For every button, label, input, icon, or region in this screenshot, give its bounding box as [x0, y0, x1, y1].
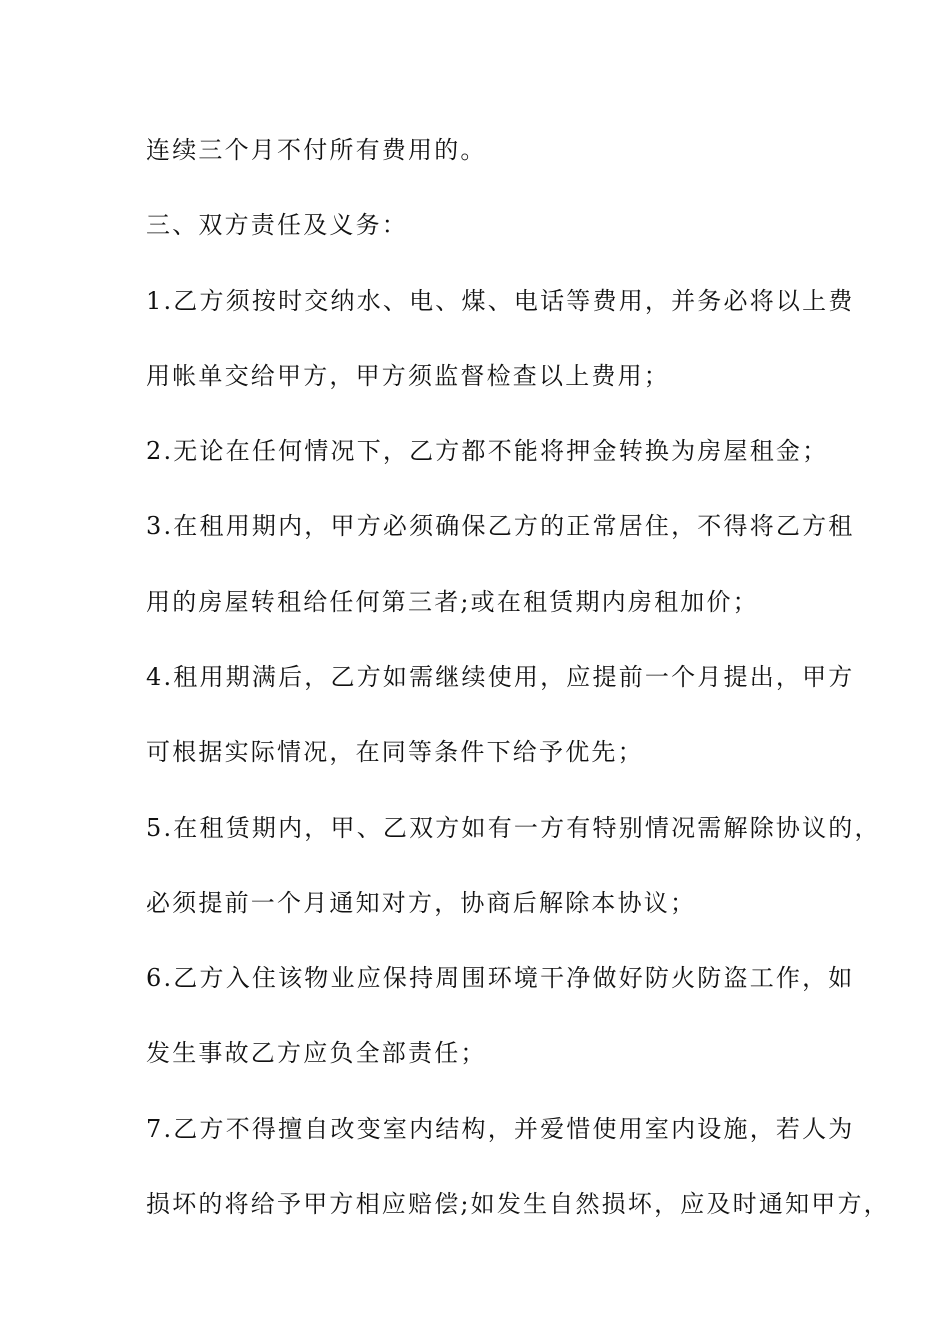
text-line-4: 用帐单交给甲方，甲方须监督检查以上费用；	[146, 362, 670, 390]
section-heading: 三、双方责任及义务：	[146, 211, 408, 239]
text-line-9: 可根据实际情况，在同等条件下给予优先；	[146, 738, 644, 766]
text-line-10: 5.在租赁期内，甲、乙双方如有一方有特别情况需解除协议的，	[146, 814, 881, 842]
text-line-3: 1.乙方须按时交纳水、电、煤、电话等费用，并务必将以上费	[146, 287, 855, 315]
text-line-6: 3.在租用期内，甲方必须确保乙方的正常居住，不得将乙方租	[146, 512, 855, 540]
text-line-12: 6.乙方入住该物业应保持周围环境干净做好防火防盗工作，如	[146, 964, 855, 992]
text-line-11: 必须提前一个月通知对方，协商后解除本协议；	[146, 889, 697, 917]
text-line-1: 连续三个月不付所有费用的。	[146, 136, 487, 164]
text-line-5: 2.无论在任何情况下，乙方都不能将押金转换为房屋租金；	[146, 437, 829, 465]
text-line-15: 损坏的将给予甲方相应赔偿;如发生自然损坏，应及时通知甲方，	[146, 1190, 890, 1218]
text-line-14: 7.乙方不得擅自改变室内结构，并爱惜使用室内设施，若人为	[146, 1115, 855, 1143]
text-line-8: 4.租用期满后，乙方如需继续使用，应提前一个月提出，甲方	[146, 663, 855, 691]
text-line-7: 用的房屋转租给任何第三者;或在租赁期内房租加价；	[146, 588, 759, 616]
text-line-13: 发生事故乙方应负全部责任；	[146, 1039, 487, 1067]
